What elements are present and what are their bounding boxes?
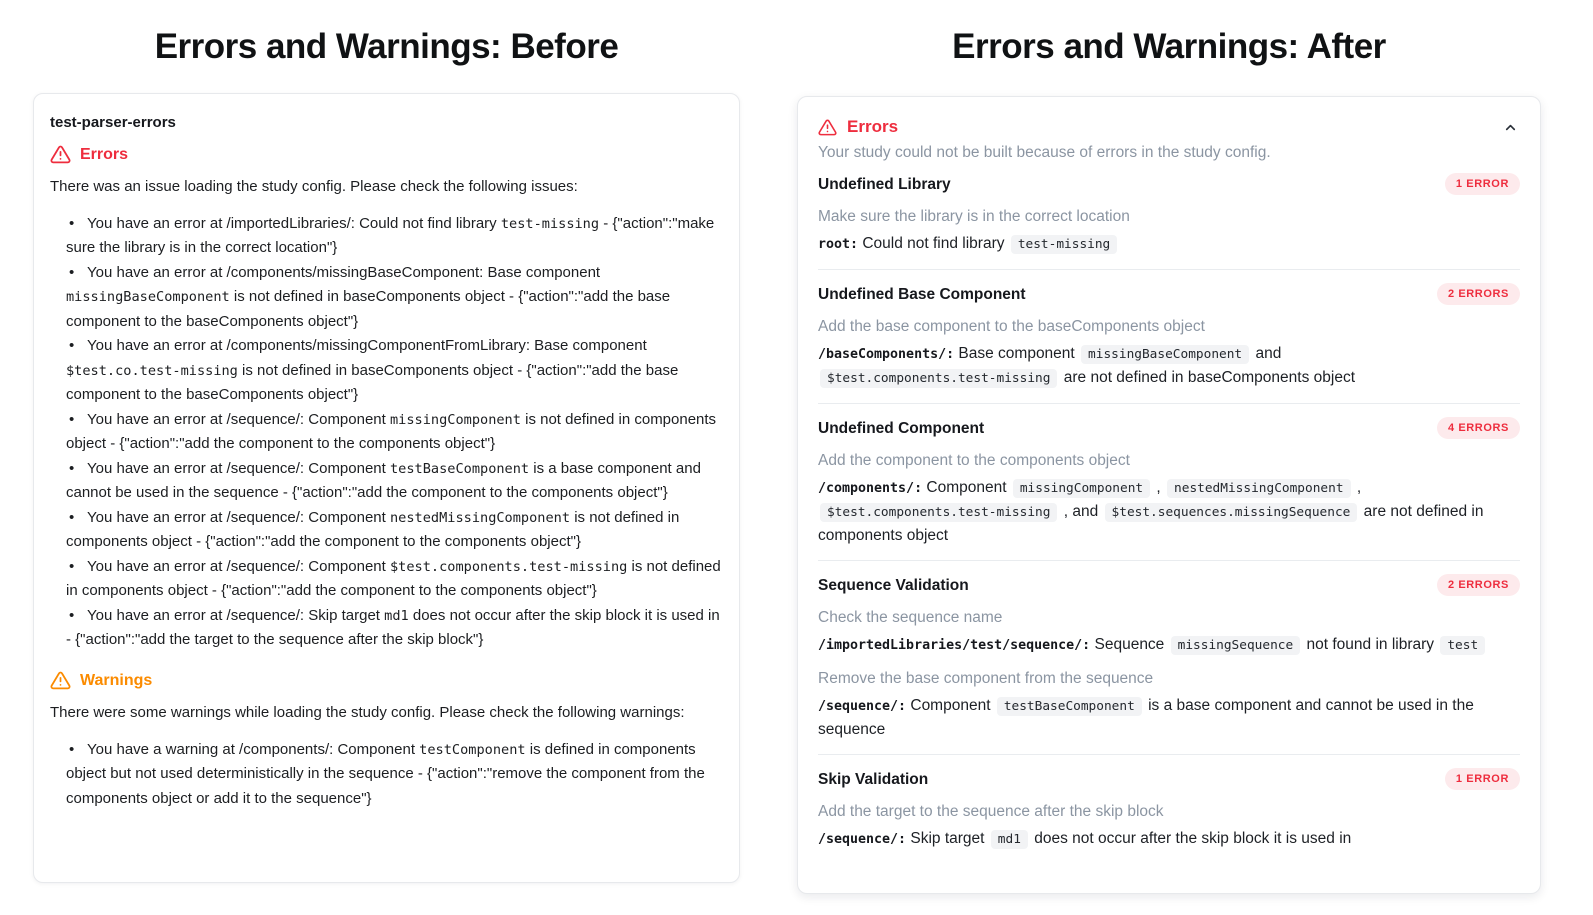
error-count-badge: 2 ERRORS [1437, 283, 1520, 305]
section-title: Undefined Component [818, 419, 985, 437]
before-errors-label: Errors [80, 145, 129, 163]
text-segment: You have an error at /sequence/: Component [87, 410, 390, 428]
before-errors-header [50, 143, 723, 168]
section-title: Sequence Validation [818, 576, 969, 594]
study-name-label: test-parser-errors [50, 114, 176, 131]
error-detail [818, 232, 1520, 256]
text-segment: are not defined in components object [818, 503, 1484, 544]
error-entry [818, 608, 1520, 657]
path-label: /components/: [818, 481, 923, 496]
after-card [797, 96, 1541, 894]
text-segment: is not defined in baseComponents object - {"action":"add the base component to the baseComponents object"} [66, 361, 679, 403]
path-label: root: [818, 237, 859, 252]
section-header [818, 768, 1520, 790]
inline-code: testBaseComponent [389, 460, 530, 477]
before-title: Errors and Warnings: Before [154, 27, 619, 66]
text-segment: Sequence [1090, 636, 1169, 653]
error-count-badge: 2 ERRORS [1437, 574, 1520, 596]
text-segment: does not occur after the skip block it is used in - {"action":"add the target to the sequence after the skip block"} [66, 606, 720, 648]
text-segment: is a base component and cannot be used in the sequence [818, 697, 1474, 738]
issue-item [66, 334, 723, 408]
path-label: /sequence/: [818, 699, 907, 714]
code-chip: test-missing [1011, 235, 1117, 254]
warnings-list [50, 738, 723, 812]
issue-item [66, 738, 723, 812]
code-chip: $test.components.test-missing [820, 503, 1057, 522]
inline-code: $test.co.test-missing [66, 362, 238, 379]
path-label: /importedLibraries/test/sequence/: [818, 638, 1091, 653]
before-warnings-header [50, 669, 723, 694]
error-detail [818, 827, 1520, 851]
section-title: Undefined Base Component [818, 285, 1026, 303]
error-entry [818, 669, 1520, 741]
issue-item [66, 457, 723, 506]
text-segment: You have an error at /sequence/: Component [87, 459, 390, 477]
error-count-badge: 1 ERROR [1445, 173, 1520, 195]
after-column [797, 0, 1541, 894]
path-label: /baseComponents/: [818, 347, 955, 362]
issue-item [66, 212, 723, 261]
bullet-marker: • [69, 740, 75, 758]
text-segment: Component [906, 697, 995, 714]
section-header [818, 283, 1520, 305]
section-title: Skip Validation [818, 770, 929, 788]
bullet-marker: • [69, 263, 75, 281]
text-segment: Skip target [906, 830, 989, 847]
bullet-marker: • [69, 214, 75, 232]
before-card [33, 93, 740, 883]
inline-code: $test.components.test-missing [389, 558, 628, 575]
section-title: Undefined Library [818, 175, 951, 193]
code-chip: test [1440, 636, 1485, 655]
text-segment: is a base component and cannot be used in the sequence - {"action":"add the component to the components object"} [66, 459, 701, 501]
alert-triangle-icon [818, 118, 837, 137]
inline-code: nestedMissingComponent [389, 509, 571, 526]
text-segment: You have an error at /components/missingBaseComponent: Base component [87, 263, 601, 281]
text-segment: You have an error at /sequence/: Skip target [87, 606, 385, 624]
error-detail [818, 342, 1520, 390]
after-errors-label: Errors [847, 117, 899, 136]
code-chip: missingComponent [1013, 479, 1150, 498]
path-label: /sequence/: [818, 832, 907, 847]
text-segment: Could not find library [858, 235, 1009, 252]
text-segment: are not defined in baseComponents object [1059, 369, 1355, 386]
section-header [818, 417, 1520, 439]
text-segment: , and [1059, 503, 1103, 520]
error-entry [818, 317, 1520, 390]
chevron-up-icon [1503, 120, 1518, 135]
error-section [818, 162, 1520, 269]
error-section [818, 403, 1520, 560]
error-hint: Add the component to the components object [818, 452, 1130, 469]
text-segment: and [1251, 345, 1282, 362]
bullet-marker: • [69, 606, 75, 624]
bullet-marker: • [69, 557, 75, 575]
text-segment: You have a warning at /components/: Component [87, 740, 420, 758]
text-segment: Component [922, 479, 1011, 496]
text-segment: not found in library [1302, 636, 1439, 653]
error-entry [818, 207, 1520, 256]
inline-code: missingBaseComponent [66, 289, 230, 305]
error-sections [818, 162, 1520, 864]
text-segment: is not defined in baseComponents object - {"action":"add the base component to the baseComponents object"} [66, 288, 671, 330]
after-subtitle: Your study could not be built because of errors in the study config. [818, 144, 1271, 161]
error-entry [818, 451, 1520, 547]
issue-item [66, 261, 723, 335]
warnings-intro-text: There were some warnings while loading the study config. Please check the following warnings: [50, 704, 685, 721]
bullet-marker: • [69, 508, 75, 526]
error-hint: Add the target to the sequence after the skip block [818, 803, 1164, 820]
after-errors-header [818, 117, 1520, 137]
code-chip: missingSequence [1171, 636, 1301, 655]
issue-item [66, 506, 723, 555]
error-section [818, 754, 1520, 864]
text-segment: is not defined in components object - {"action":"add the component to the components object"} [66, 410, 717, 452]
before-warnings-label: Warnings [80, 671, 153, 689]
error-hint: Make sure the library is in the correct location [818, 208, 1130, 225]
issue-item [66, 555, 723, 604]
text-segment: is not defined in components object - {"action":"add the component to the components object"} [66, 557, 721, 599]
code-chip: $test.components.test-missing [820, 369, 1057, 388]
text-segment: - {"action":"make sure the library is in the correct location"} [66, 214, 715, 256]
code-chip: md1 [991, 830, 1028, 849]
bullet-marker: • [69, 459, 75, 477]
error-detail [818, 476, 1520, 547]
text-segment: , [1152, 479, 1166, 496]
section-header [818, 574, 1520, 596]
code-chip: missingBaseComponent [1081, 345, 1249, 364]
issue-item [66, 408, 723, 457]
code-chip: testBaseComponent [997, 697, 1142, 716]
text-segment: is not defined in components object - {"action":"add the component to the components object"} [66, 508, 680, 550]
inline-code: test-missing [500, 215, 600, 232]
bullet-marker: • [69, 410, 75, 428]
text-segment: You have an error at /sequence/: Component [87, 508, 390, 526]
alert-triangle-icon [50, 144, 71, 165]
error-detail [818, 633, 1520, 657]
code-chip: $test.sequences.missingSequence [1105, 503, 1358, 522]
error-count-badge: 4 ERRORS [1437, 417, 1520, 439]
text-segment: does not occur after the skip block it is used in [1029, 830, 1352, 847]
issue-item [66, 604, 723, 653]
error-detail [818, 694, 1520, 741]
inline-code: missingComponent [389, 411, 521, 428]
alert-triangle-icon [50, 670, 71, 691]
error-hint: Remove the base component from the sequence [818, 670, 1154, 687]
text-segment: is defined in components object but not used deterministically in the sequence - {"action":"remove the component from the components object or add it to the sequence"} [66, 740, 705, 807]
error-section [818, 560, 1520, 754]
error-entry [818, 802, 1520, 851]
bullet-marker: • [69, 337, 75, 354]
text-segment: You have an error at /importedLibraries/: Could not find library [87, 214, 501, 232]
code-chip: nestedMissingComponent [1167, 479, 1351, 498]
before-column [33, 0, 740, 883]
text-segment: , [1352, 479, 1362, 496]
errors-list [50, 212, 723, 653]
text-segment: Base component [954, 345, 1080, 362]
error-section [818, 269, 1520, 403]
section-header [818, 173, 1520, 195]
collapse-panel-button[interactable] [1501, 118, 1520, 137]
inline-code: md1 [384, 607, 409, 624]
error-count-badge: 1 ERROR [1445, 768, 1520, 790]
text-segment: You have an error at /components/missingComponentFromLibrary: Base component [87, 337, 647, 354]
errors-intro-text: There was an issue loading the study config. Please check the following issues: [50, 178, 578, 195]
text-segment: You have an error at /sequence/: Component [87, 557, 390, 575]
error-hint: Add the base component to the baseComponents object [818, 318, 1205, 335]
inline-code: testComponent [419, 741, 526, 758]
error-hint: Check the sequence name [818, 609, 1003, 626]
after-title: Errors and Warnings: After [952, 27, 1386, 66]
